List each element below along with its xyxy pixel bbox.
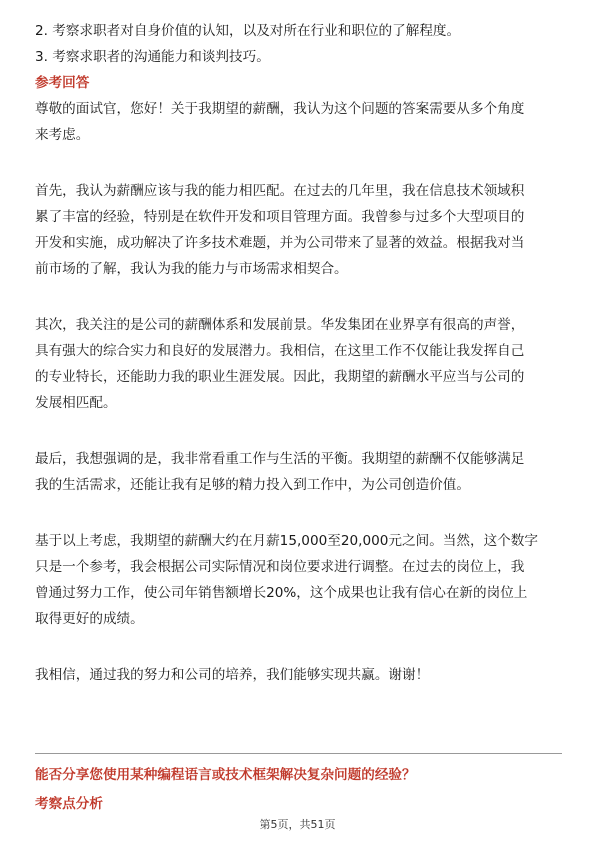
next-question-heading: 能否分享您使用某种编程语言或技术框架解决复杂问题的经验？ bbox=[35, 767, 416, 783]
point-3: 3. 考察求职者的沟通能力和谈判技巧。 bbox=[35, 49, 270, 65]
paragraph-line: 前市场的了解，我认为我的能力与市场需求相契合。 bbox=[35, 261, 348, 277]
paragraph-line: 取得更好的成绩。 bbox=[35, 611, 144, 627]
paragraph-second bbox=[35, 312, 562, 416]
paragraph-line: 开发和实施，成功解决了许多技术难题，并为公司带来了显著的效益。根据我对当 bbox=[35, 235, 525, 251]
paragraph-line: 我的生活需求，还能让我有足够的精力投入到工作中，为公司创造价值。 bbox=[35, 477, 470, 493]
paragraph-intro bbox=[35, 96, 562, 148]
paragraph-line: 其次，我关注的是公司的薪酬体系和发展前景。华发集团在业界享有很高的声誉， bbox=[35, 317, 525, 333]
section-divider bbox=[35, 753, 562, 754]
paragraph-line: 具有强大的综合实力和良好的发展潜力。我相信，在这里工作不仅能让我发挥自己 bbox=[35, 343, 525, 359]
paragraph-line: 只是一个参考，我会根据公司实际情况和岗位要求进行调整。在过去的岗位上，我 bbox=[35, 559, 525, 575]
paragraph-salary bbox=[35, 528, 562, 632]
paragraph-line: 累了丰富的经验，特别是在软件开发和项目管理方面。我曾参与过多个大型项目的 bbox=[35, 209, 525, 225]
page-content bbox=[35, 18, 562, 688]
paragraph-line: 曾通过努力工作，使公司年销售额增长20%，这个成果也让我有信心在新的岗位上 bbox=[35, 585, 528, 601]
point-2: 2. 考察求职者对自身价值的认知，以及对所在行业和职位的了解程度。 bbox=[35, 23, 461, 39]
paragraph-line: 基于以上考虑，我期望的薪酬大约在月薪15,000至20,000元之间。当然，这个数字 bbox=[35, 533, 538, 549]
paragraph-line: 来考虑。 bbox=[35, 127, 90, 143]
answer-heading: 参考回答 bbox=[35, 75, 90, 91]
page-footer: 第5页，共51页 bbox=[259, 818, 336, 831]
paragraph-last bbox=[35, 446, 562, 498]
paragraph-closing bbox=[35, 662, 562, 688]
paragraph-line: 最后，我想强调的是，我非常看重工作与生活的平衡。我期望的薪酬不仅能够满足 bbox=[35, 451, 525, 467]
analysis-subheading: 考察点分析 bbox=[35, 796, 103, 812]
paragraph-line: 我相信，通过我的努力和公司的培养，我们能够实现共赢。谢谢！ bbox=[35, 667, 430, 683]
paragraph-line: 首先，我认为薪酬应该与我的能力相匹配。在过去的几年里，我在信息技术领域积 bbox=[35, 183, 525, 199]
paragraph-first bbox=[35, 178, 562, 282]
paragraph-line: 发展相匹配。 bbox=[35, 395, 117, 411]
paragraph-line: 的专业特长，还能助力我的职业生涯发展。因此，我期望的薪酬水平应当与公司的 bbox=[35, 369, 525, 385]
paragraph-line: 尊敬的面试官，您好！关于我期望的薪酬，我认为这个问题的答案需要从多个角度 bbox=[35, 101, 525, 117]
